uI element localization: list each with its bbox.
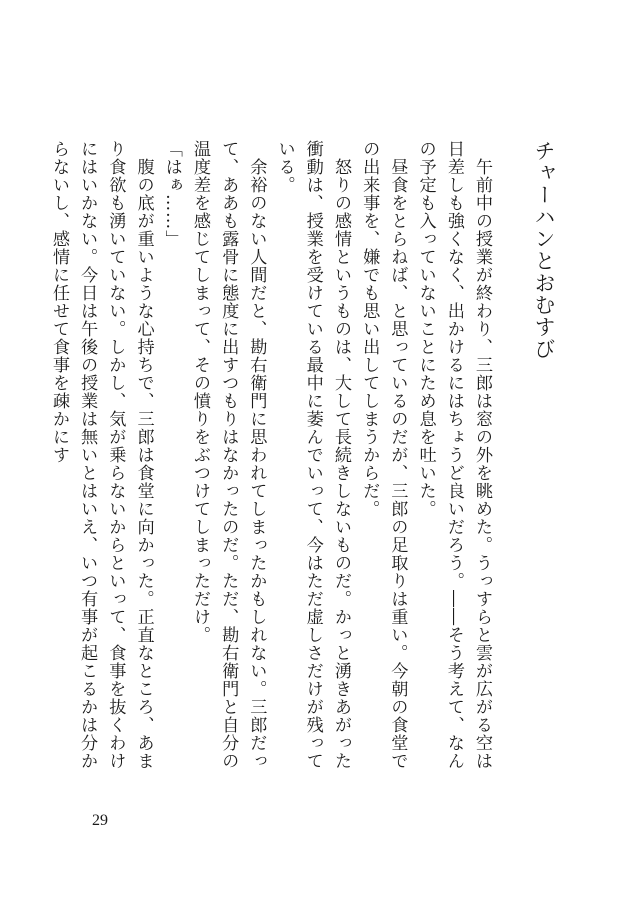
paragraph-3: 怒りの感情というものは、大して長続きしないものだ。かっと湧きあがった衝動は、授業を受けている最中に萎んでいって、今はただ虚しさだけが残っている。 bbox=[274, 140, 351, 770]
paragraph-2: 昼食をとらねば、と思っているのだが、三郎の足取りは重い。今朝の食堂での出来事を、嫌でも思い出してしまうからだ。 bbox=[359, 140, 408, 770]
paragraph-6: 腹の底が重いような心持ちで、三郎は食堂に向かった。正直なところ、あまり食欲も湧いていない。しかし、気が乗らないからといって、食事を抜くわけにはいかない。今日は午後の授業は無いとはいえ、いつ有事が起こるかは分からないし、感情に任せて食事を疎かにす bbox=[48, 140, 154, 770]
body-text bbox=[45, 140, 496, 780]
page-number: 29 bbox=[92, 812, 108, 829]
paragraph-5: 「はぁ……」 bbox=[161, 140, 182, 248]
paragraph-1: 午前中の授業が終わり、三郎は窓の外を眺めた。うっすらと雲が広がる空は日差しも強くなく、出かけるにはちょうど良いだろう。――そう考えて、なんの予定も入っていないことにため息を吐いた。 bbox=[415, 140, 492, 770]
paragraph-4: 余裕のない人間だと、勘右衛門に思われてしまったかもしれない。三郎だって、ああも露骨に態度に出すつもりはなかったのだ。ただ、勘右衛門と自分の温度差を感じてしまって、その憤りをぶつけてしまっただけ。 bbox=[189, 140, 267, 770]
chapter-title: チャーハンとおむすび bbox=[532, 140, 556, 360]
